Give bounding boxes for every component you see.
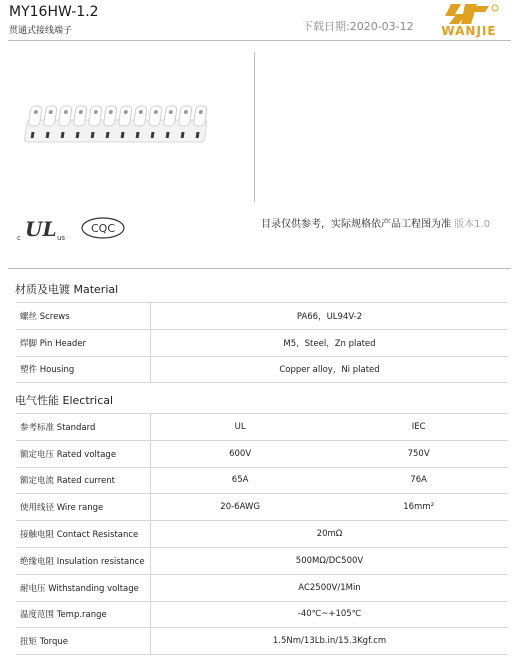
row-label: 螺丝 Screws: [16, 303, 151, 330]
row-label: 塑件 Housing: [16, 356, 151, 383]
disclaimer-note: [261, 215, 490, 230]
row-label: 额定电流 Rated current: [16, 467, 151, 494]
row-label: 温度范围 Temp.range: [16, 601, 151, 628]
material-heading: 材质及电镀 Material: [15, 283, 119, 296]
certification-marks: [15, 210, 135, 246]
row-value: 20mΩ: [151, 521, 509, 548]
note-version: 版本1.0: [454, 219, 491, 230]
table-row: [16, 574, 508, 601]
row-label: 使用线径 Wire range: [16, 494, 151, 521]
ul-cqc-icons: [15, 210, 135, 246]
row-value: 1.5Nm/13Lb.in/15.3Kgf.cm: [151, 628, 509, 655]
electrical-table: [16, 413, 508, 655]
table-row: [16, 303, 508, 330]
ul-value: 600V: [151, 440, 330, 467]
ul-mark-text: UL: [25, 217, 57, 241]
iec-value: 76A: [329, 467, 508, 494]
brand-name: WANJIE: [441, 24, 497, 38]
row-value: -40℃~+105℃: [151, 601, 509, 628]
ul-value: UL: [151, 414, 330, 441]
row-label: 接触电阻 Contact Resistance: [16, 521, 151, 548]
electrical-heading: 电气性能 Electrical: [15, 394, 114, 407]
row-value: Copper alloy，Ni plated: [151, 356, 509, 383]
material-table: [16, 302, 508, 383]
ul-value: 65A: [151, 467, 330, 494]
table-row: [16, 628, 508, 655]
download-date: 下载日期:2020-03-12: [302, 20, 414, 33]
ul-value: 20-6AWG: [151, 494, 330, 521]
row-value: AC2500V/1Min: [151, 574, 509, 601]
table-row: [16, 521, 508, 548]
ul-us-label: us: [57, 234, 66, 242]
table-row: [16, 440, 508, 467]
image-divider: [254, 52, 255, 202]
logo-mark-icon: [425, 2, 513, 26]
row-value: 500MΩ/DC500V: [151, 547, 509, 574]
table-row: [16, 414, 508, 441]
wanjie-logo: [425, 2, 513, 38]
table-row: [16, 494, 508, 521]
row-label: 参考标准 Standard: [16, 414, 151, 441]
row-label: 绝缘电阻 Insulation resistance: [16, 547, 151, 574]
ul-c-label: c: [17, 234, 21, 242]
iec-value: 16mm²: [329, 494, 508, 521]
iec-value: 750V: [329, 440, 508, 467]
note-text: 目录仅供参考，实际规格依产品工程图为准: [261, 219, 451, 230]
product-subtitle: 贯通式接线端子: [9, 26, 73, 36]
terminal-block-image: [20, 100, 215, 160]
table-row: [16, 601, 508, 628]
iec-value: IEC: [329, 414, 508, 441]
table-row: [16, 547, 508, 574]
row-label: 焊脚 Pin Header: [16, 329, 151, 356]
cqc-mark-text: CQC: [90, 222, 116, 235]
row-label: 额定电压 Rated voltage: [16, 440, 151, 467]
header-rule: [8, 40, 511, 41]
row-label: 耐电压 Withstanding voltage: [16, 574, 151, 601]
section-rule: [8, 268, 511, 269]
product-model: MY16HW-1.2: [9, 4, 99, 20]
row-value: PA66，UL94V-2: [151, 303, 509, 330]
table-row: [16, 356, 508, 383]
row-label: 扭矩 Torque: [16, 628, 151, 655]
table-row: [16, 467, 508, 494]
table-row: [16, 329, 508, 356]
row-value: M5，Steel，Zn plated: [151, 329, 509, 356]
